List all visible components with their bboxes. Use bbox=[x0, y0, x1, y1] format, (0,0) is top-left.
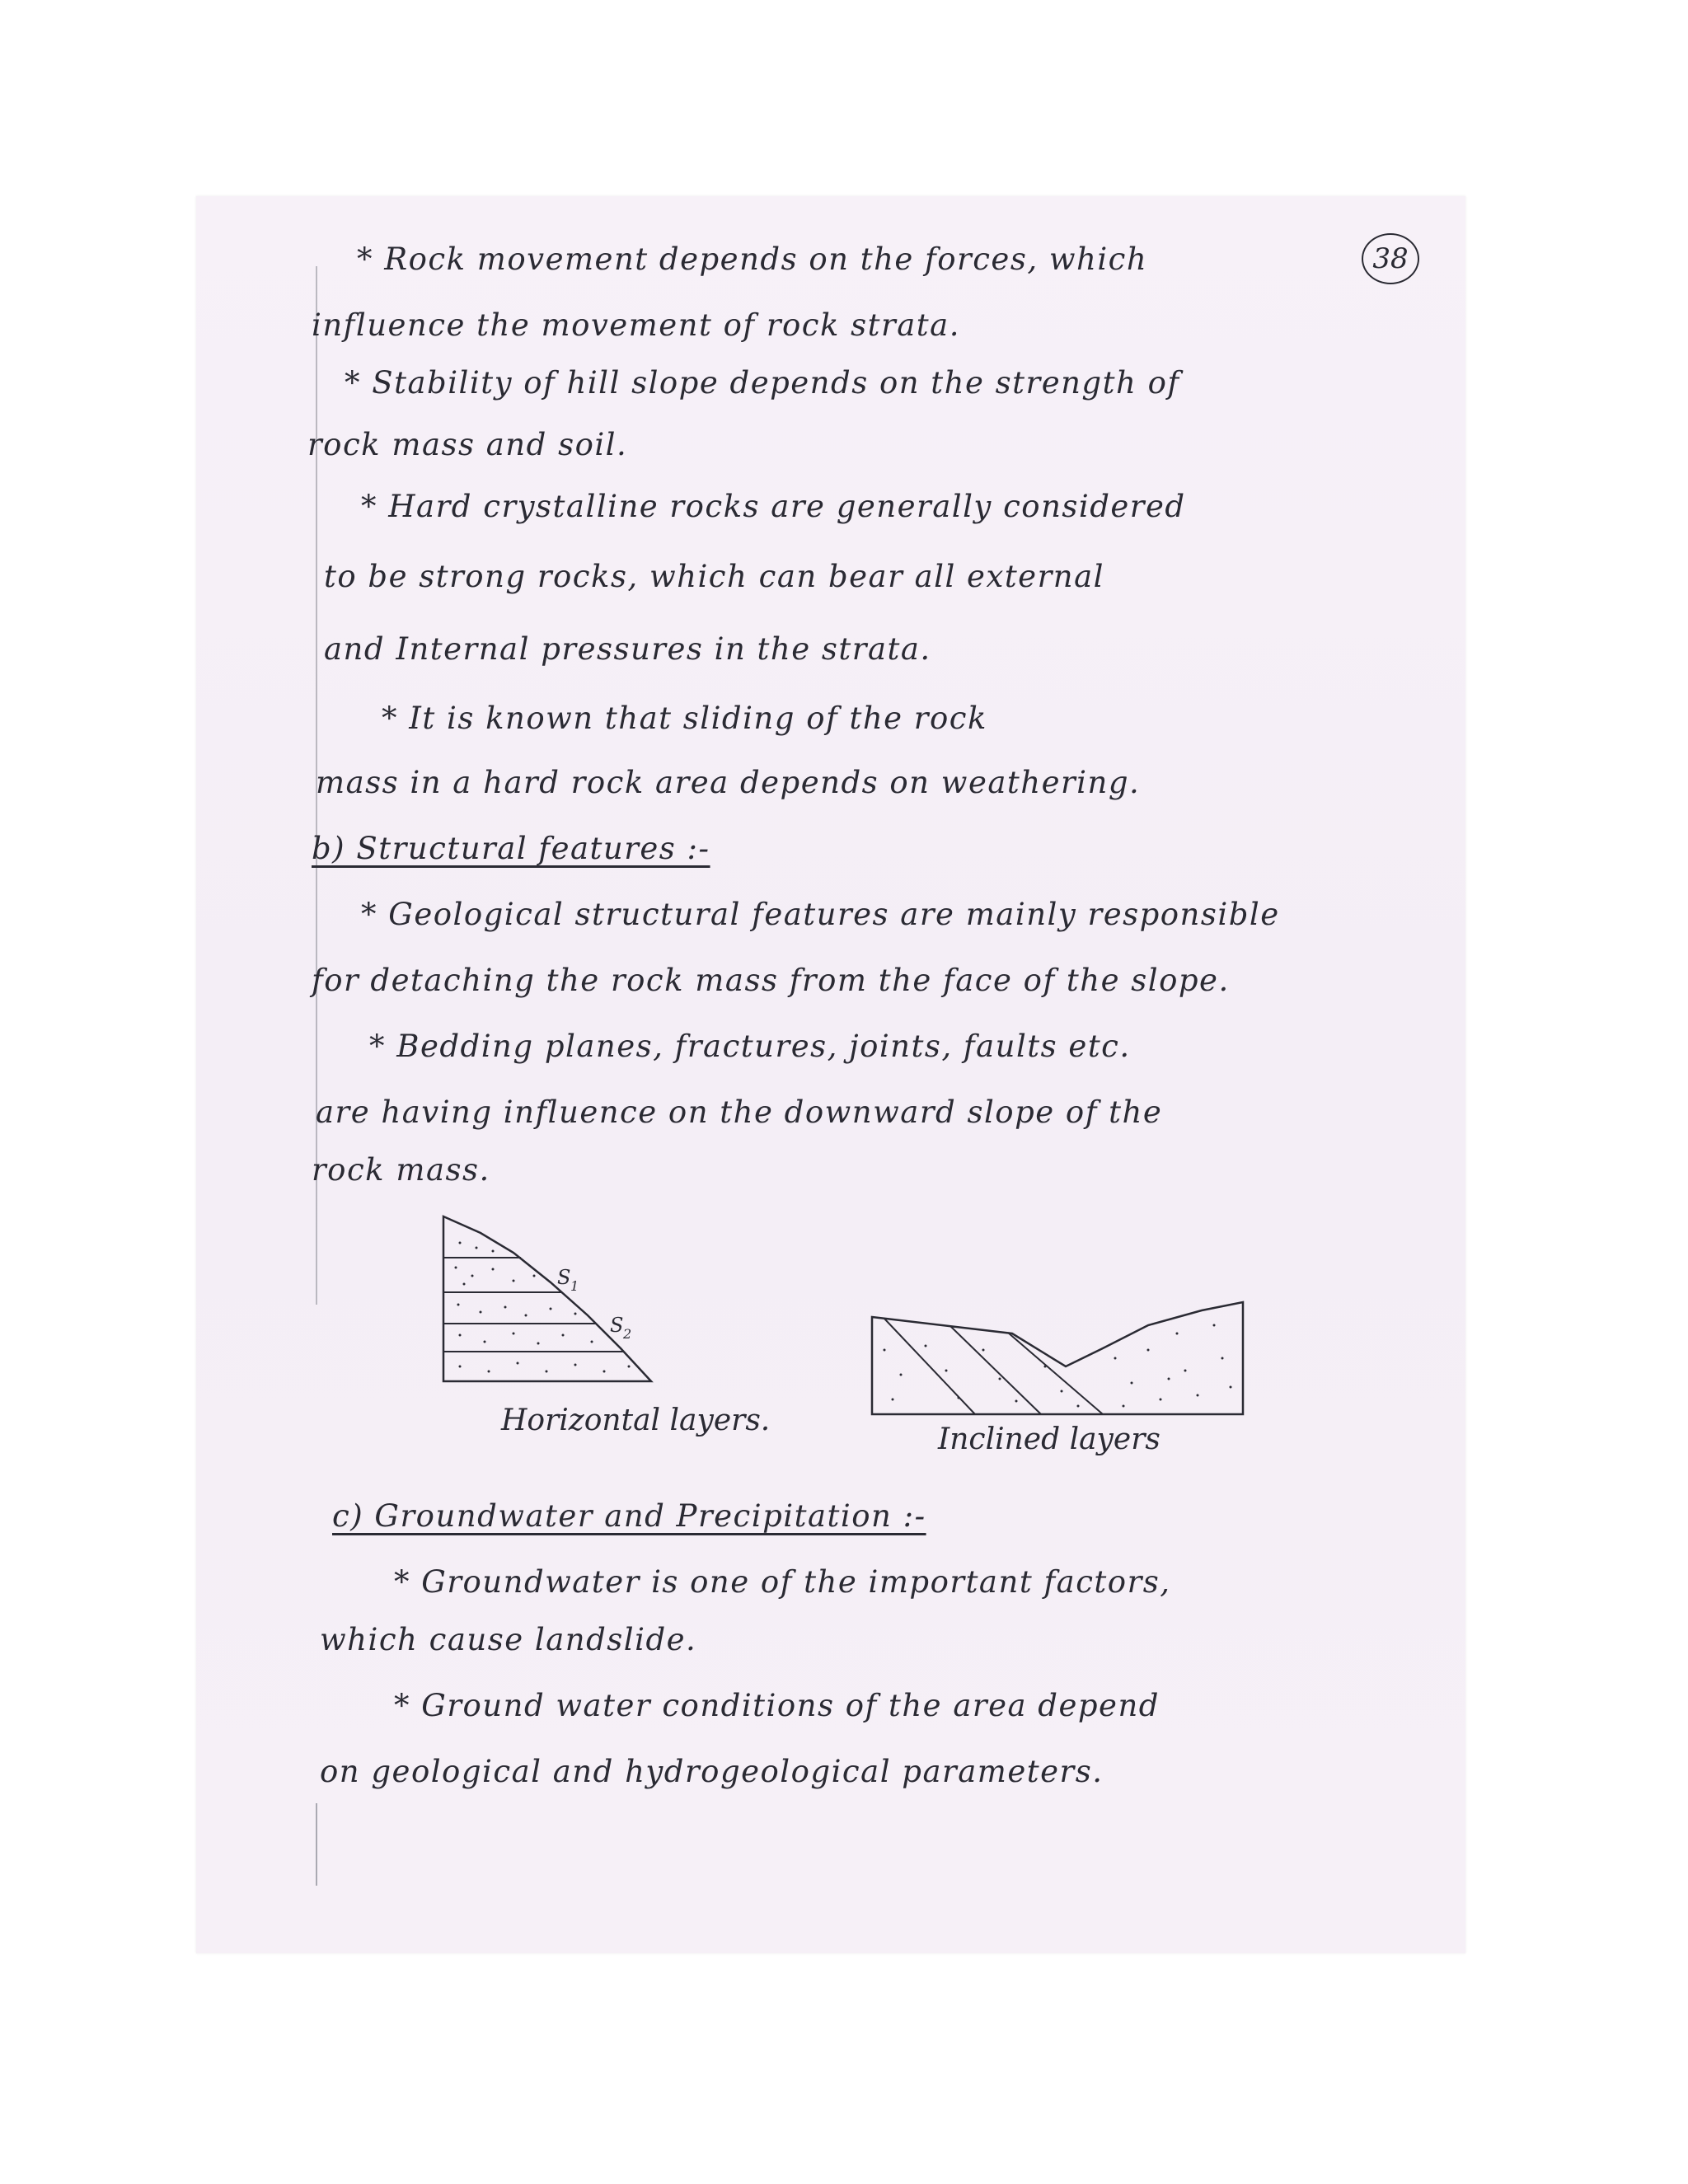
inclined-slope-outline bbox=[872, 1302, 1243, 1414]
inclined-layers-diagram bbox=[868, 1301, 1255, 1424]
horizontal-layers-diagram bbox=[435, 1210, 666, 1399]
inclined-layer-line bbox=[884, 1319, 975, 1414]
horizontal-stipple bbox=[455, 1242, 631, 1373]
text-line-4: rock mass and soil. bbox=[307, 427, 628, 462]
label-s2-sub: 2 bbox=[623, 1326, 632, 1342]
text-line-7: and Internal pressures in the strata. bbox=[324, 631, 931, 667]
text-line-6: to be strong rocks, which can bear all external bbox=[324, 559, 1104, 594]
label-s2: S bbox=[610, 1314, 624, 1337]
margin-line-lower bbox=[316, 1803, 317, 1886]
text-line-3: * Stability of hill slope depends on the strength of bbox=[345, 365, 1180, 401]
text-line-17: * Groundwater is one of the important factors, bbox=[394, 1564, 1171, 1600]
label-s1-sub: 1 bbox=[570, 1278, 579, 1294]
text-line-18: which cause landslide. bbox=[320, 1622, 697, 1657]
inclined-layers-caption: Inclined layers bbox=[938, 1422, 1160, 1456]
text-line-12: for detaching the rock mass from the face of the slope. bbox=[312, 963, 1230, 998]
text-line-14: are having influence on the downward slope of the bbox=[316, 1094, 1163, 1130]
heading-structural-features: b) Structural features :- bbox=[312, 831, 710, 866]
text-line-1: * Rock movement depends on the forces, which bbox=[357, 241, 1148, 277]
page-number: 38 bbox=[1362, 233, 1419, 284]
text-line-20: on geological and hydrogeological parameters. bbox=[320, 1754, 1104, 1789]
heading-groundwater: c) Groundwater and Precipitation :- bbox=[332, 1498, 926, 1534]
inclined-layer-line bbox=[950, 1326, 1041, 1414]
horizontal-layers-caption: Horizontal layers. bbox=[501, 1404, 771, 1437]
text-line-15: rock mass. bbox=[312, 1152, 490, 1188]
text-line-9: mass in a hard rock area depends on weathering. bbox=[316, 765, 1141, 800]
text-line-13: * Bedding planes, fractures, joints, faults etc. bbox=[369, 1029, 1131, 1064]
horizontal-slope-outline bbox=[443, 1216, 651, 1381]
inclined-stipple bbox=[884, 1324, 1232, 1408]
text-line-8: * It is known that sliding of the rock bbox=[382, 701, 987, 736]
text-line-11: * Geological structural features are mainly responsible bbox=[361, 897, 1280, 932]
notebook-page bbox=[196, 196, 1465, 1953]
text-line-5: * Hard crystalline rocks are generally considered bbox=[361, 489, 1186, 524]
text-line-19: * Ground water conditions of the area depend bbox=[394, 1688, 1160, 1723]
inclined-layer-line bbox=[1008, 1333, 1103, 1414]
text-line-2: influence the movement of rock strata. bbox=[312, 307, 960, 343]
label-s1: S bbox=[557, 1266, 571, 1289]
